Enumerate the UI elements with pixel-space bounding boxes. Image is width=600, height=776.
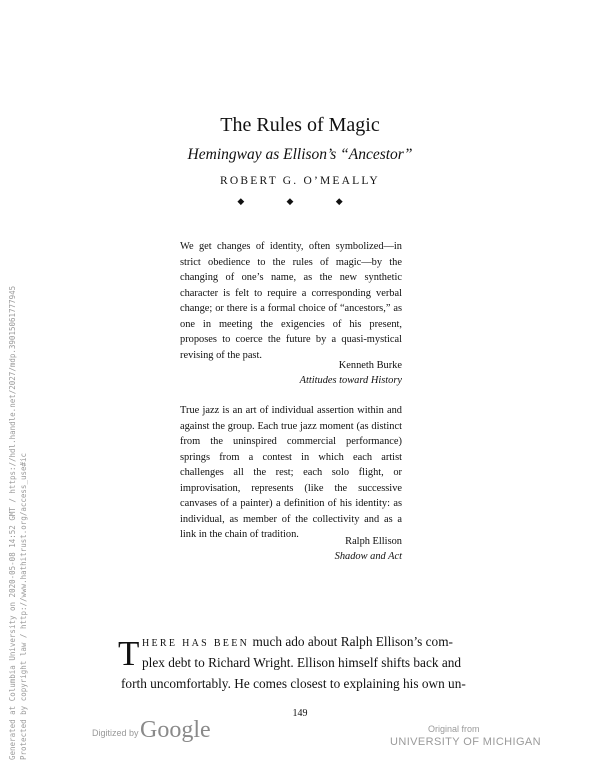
article-title: The Rules of Magic (220, 114, 380, 136)
digitized-by-label: Digitized by (92, 728, 139, 738)
small-caps-opening: HERE HAS BEEN (142, 638, 250, 649)
side-stamp-line-2: Protected by copyright law / http://www.hathitrust.org/access_use#ic (19, 452, 28, 760)
body-line-1 (142, 631, 458, 654)
epigraph-burke-author: Kenneth Burke (338, 360, 402, 371)
drop-cap: T (118, 634, 140, 673)
epigraph-burke: We get changes of identity, often symbolized—in strict obedience to the rules of magic—by the changing of one’s name, as the new synthetic character is felt to require a corresponding verbal change; or there is a formal choice of “ancestors,” as one in meeting the exigencies of his present, proposes to coerce the future by a quasi-mystical revising of the past. (180, 241, 402, 361)
author-name: ROBERT G. O’MEALLY (220, 175, 380, 187)
body-line-1-text: much ado about Ralph Ellison’s com- (249, 634, 453, 649)
ornament-diamonds: ◆ ◆ ◆ (237, 196, 363, 206)
google-logo: Google (140, 717, 211, 743)
epigraph-burke-work: Attitudes toward History (299, 375, 402, 386)
epigraph-ellison-author: Ralph Ellison (345, 536, 402, 547)
epigraph-ellison-work: Shadow and Act (334, 551, 402, 562)
side-stamp-line-1: Generated at Columbia University on 2020-05-08 14:52 GMT / https://hdl.handle.net/2027/mdp.39015061777945 (8, 285, 17, 760)
article-subtitle: Hemingway as Ellison’s “Ancestor” (187, 146, 413, 163)
epigraph-ellison: True jazz is an art of individual assertion within and against the group. Each true jazz moment (as distinct from the uninspired commercial performance) springs from a contest in which each artist challenges all the rest; each solo flight, or improvisation, represents (like the successive canvases of a painter) a definition of his identity: as individual, as member of the collectivity and as a link in the chain of tradition. (180, 405, 402, 540)
page-number: 149 (292, 708, 308, 719)
university-label: UNIVERSITY OF MICHIGAN (390, 736, 541, 748)
body-line-3: forth uncomfortably. He comes closest to explaining his own un- (121, 676, 466, 691)
original-from-label: Original from (428, 724, 480, 734)
body-line-2: plex debt to Richard Wright. Ellison himself shifts back and (142, 655, 462, 670)
